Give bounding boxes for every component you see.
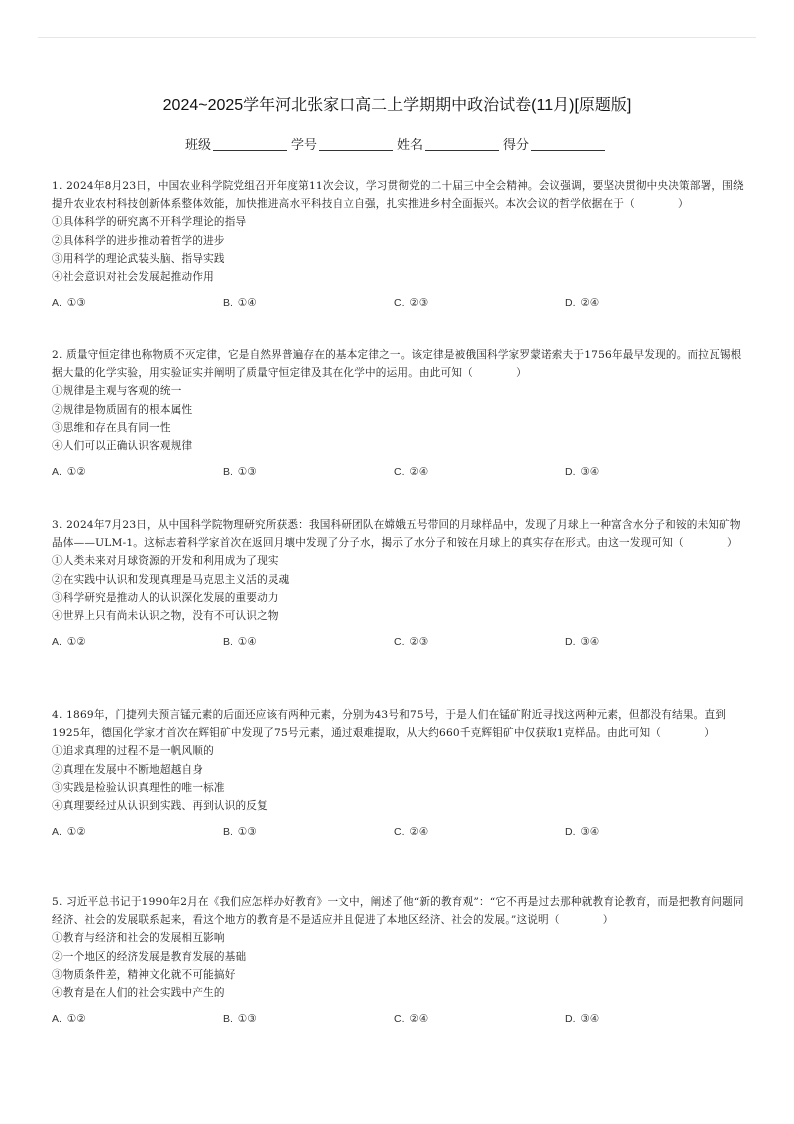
question-2 xyxy=(52,346,744,516)
statement-option: ③物质条件差，精神文化就不可能搞好 xyxy=(52,968,236,981)
answer-choices xyxy=(52,466,744,480)
statement-option: ②具体科学的进步推动着哲学的进步 xyxy=(52,234,225,247)
info-name-blank[interactable] xyxy=(425,149,499,151)
info-name-label: 姓名 xyxy=(397,137,424,152)
choice-c[interactable]: C. ②④ xyxy=(394,1013,429,1026)
statement-option: ③用科学的理论武装头脑、指导实践 xyxy=(52,252,225,265)
statement-option: ④教育是在人们的社会实践中产生的 xyxy=(52,987,225,1000)
statement-option: ①教育与经济和社会的发展相互影响 xyxy=(52,932,225,945)
choice-a[interactable]: A. ①③ xyxy=(52,297,86,310)
info-student-id xyxy=(291,134,397,153)
info-student-id-blank[interactable] xyxy=(319,149,393,151)
info-score-label: 得分 xyxy=(503,137,530,152)
choice-d[interactable]: D. ②④ xyxy=(565,297,600,310)
choice-b[interactable]: B. ①④ xyxy=(223,297,257,310)
choice-b[interactable]: B. ①③ xyxy=(223,466,257,479)
statement-option: ③思维和存在具有同一性 xyxy=(52,421,171,434)
statement-option: ②在实践中认识和发现真理是马克思主义活的灵魂 xyxy=(52,573,290,586)
answer-choices xyxy=(52,1013,744,1027)
statement-option: ②一个地区的经济发展是教育发展的基础 xyxy=(52,950,247,963)
choice-b[interactable]: B. ①③ xyxy=(223,826,257,839)
choice-d[interactable]: D. ③④ xyxy=(565,826,600,839)
choice-a[interactable]: A. ①② xyxy=(52,636,86,649)
statement-option: ④社会意识对社会发展起推动作用 xyxy=(52,271,214,284)
choice-c[interactable]: C. ②④ xyxy=(394,466,429,479)
question-list xyxy=(52,177,744,1083)
question-text: 习近平总书记于1990年2月在《我们应怎样办好教育》一文中，阐述了他“新的教育观”：“它不再是过去那种就教育论教育，而是把教育问题同经济、社会的发展联系起来，看这个地方的教育是不是适应并且促进了本地区经济、社会的发展。”这说明（ ） xyxy=(52,896,744,927)
statement-option: ③实践是检验认识真理性的唯一标准 xyxy=(52,781,225,794)
statement-option: ②规律是物质固有的根本属性 xyxy=(52,403,193,416)
statement-option: ②真理在发展中不断地超越自身 xyxy=(52,763,204,776)
question-3 xyxy=(52,516,744,706)
choice-c[interactable]: C. ②③ xyxy=(394,297,429,310)
statement-option: ①规律是主观与客观的统一 xyxy=(52,385,182,398)
statement-option: ④真理要经过从认识到实践、再到认识的反复 xyxy=(52,800,268,813)
choice-a[interactable]: A. ①② xyxy=(52,466,86,479)
statement-option: ③科学研究是推动人的认识深化发展的重要动力 xyxy=(52,591,279,604)
choice-b[interactable]: B. ①③ xyxy=(223,1013,257,1026)
question-stem xyxy=(52,893,744,929)
answer-choices xyxy=(52,826,744,840)
statement-option: ①具体科学的研究离不开科学理论的指导 xyxy=(52,216,247,229)
info-class-label: 班级 xyxy=(184,137,211,152)
question-5 xyxy=(52,893,744,1083)
choice-b[interactable]: B. ①④ xyxy=(223,636,257,649)
question-stem xyxy=(52,177,744,213)
statement-option: ①人类未来对月球资源的开发和利用成为了现实 xyxy=(52,555,279,568)
top-divider xyxy=(38,37,756,38)
choice-c[interactable]: C. ②④ xyxy=(394,826,429,839)
question-text: 2024年7月23日，从中国科学院物理研究所获悉：我国科研团队在嫦娥五号带回的月球样品中，发现了月球上一种富含水分子和铵的未知矿物晶体——ULM-1。这标志着科学家首次在返回月壤中发现了分子水，揭示了水分子和铵在月球上的真实存在形式。由这一发现可知（ ） xyxy=(52,519,741,550)
statement-option: ④世界上只有尚未认识之物，没有不可认识之物 xyxy=(52,610,279,623)
question-stem xyxy=(52,706,744,742)
question-stem xyxy=(52,516,744,552)
choice-a[interactable]: A. ①② xyxy=(52,1013,86,1026)
question-text: 2024年8月23日，中国农业科学院党组召开年度第11次会议，学习贯彻党的二十届三中全会精神。会议强调，要坚决贯彻中央决策部署，围绕提升农业农村科技创新体系整体效能，加快推进高水平科技自立自强，扎实推进乡村全面振兴。本次会议的哲学依据在于（ ） xyxy=(52,180,744,211)
question-stem xyxy=(52,346,744,382)
question-number: 4. xyxy=(52,709,63,721)
question-number: 2. xyxy=(52,349,63,361)
choice-d[interactable]: D. ③④ xyxy=(565,636,600,649)
answer-choices xyxy=(52,297,744,311)
choice-a[interactable]: A. ①② xyxy=(52,826,86,839)
question-text: 质量守恒定律也称物质不灭定律，它是自然界普遍存在的基本定律之一。该定律是被俄国科学家罗蒙诺索夫于1756年最早发现的。而拉瓦锡根据大量的化学实验，用实验证实并阐明了质量守恒定律及其在化学中的运用。由此可知（ ） xyxy=(52,349,742,380)
info-class-blank[interactable] xyxy=(213,149,287,151)
question-number: 1. xyxy=(52,180,63,192)
question-1 xyxy=(52,177,744,346)
info-student-id-label: 学号 xyxy=(290,137,317,152)
answer-choices xyxy=(52,636,744,650)
statement-option: ④人们可以正确认识客观规律 xyxy=(52,440,193,453)
info-score-blank[interactable] xyxy=(531,149,605,151)
student-info-line xyxy=(0,134,794,153)
question-4 xyxy=(52,706,744,893)
statement-option: ①追求真理的过程不是一帆风顺的 xyxy=(52,745,214,758)
choice-d[interactable]: D. ③④ xyxy=(565,466,600,479)
info-score xyxy=(503,134,609,153)
page-title: 2024~2025学年河北张家口高二上学期期中政治试卷(11月)[原题版] xyxy=(162,97,632,114)
info-name xyxy=(397,134,503,153)
question-number: 3. xyxy=(52,519,63,531)
info-class xyxy=(185,134,291,153)
question-text: 1869年，门捷列夫预言锰元素的后面还应该有两种元素，分别为43号和75号，于是人们在锰矿附近寻找这两种元素，但都没有结果。直到1925年，德国化学家才首次在辉钼矿中发现了75号元素，通过艰难提取，从大约660千克辉钼矿中仅获取1克样品。由此可知（ ） xyxy=(52,709,727,740)
choice-d[interactable]: D. ③④ xyxy=(565,1013,600,1026)
choice-c[interactable]: C. ②③ xyxy=(394,636,429,649)
question-number: 5. xyxy=(52,896,63,908)
